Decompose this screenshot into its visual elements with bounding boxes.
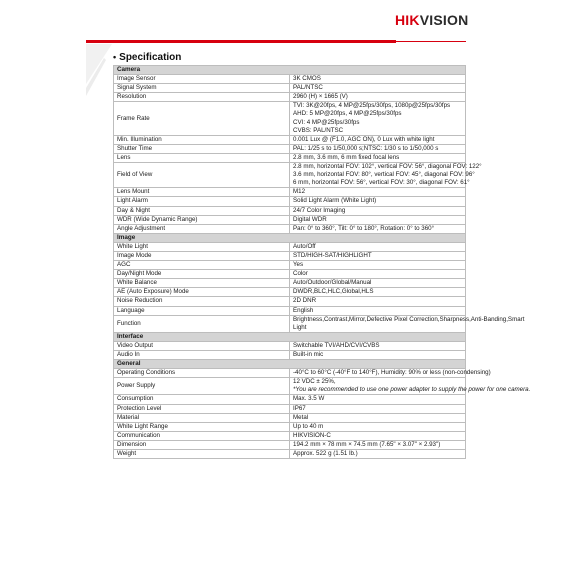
spec-key: AE (Auto Exposure) Mode: [114, 288, 290, 297]
spec-row: [114, 261, 466, 270]
spec-value: [290, 395, 466, 404]
spec-key: Operating Conditions: [114, 369, 290, 378]
spec-key: White Light: [114, 242, 290, 251]
spec-key: Consumption: [114, 395, 290, 404]
spec-value: [290, 135, 466, 144]
spec-value-line: 2.8 mm, horizontal FOV: 102°, vertical FOV: 56°, diagonal FOV: 122°: [293, 163, 482, 171]
spec-value-line: Pan: 0° to 360°, Tilt: 0° to 180°, Rotation: 0° to 360°: [293, 224, 435, 232]
spec-value: [290, 224, 466, 233]
spec-key: Signal System: [114, 84, 290, 93]
spec-value: [290, 279, 466, 288]
spec-value-line: 194.2 mm × 78 mm × 74.5 mm (7.65" × 3.07" × 2.93"): [293, 440, 441, 448]
spec-key: Weight: [114, 450, 290, 459]
spec-value: [290, 369, 491, 378]
spec-value-line: *You are recommended to use one power adapter to supply the power for one camera.: [293, 386, 531, 394]
spec-value-line: AHD: 5 MP@20fps, 4 MP@25fps/30fps: [293, 110, 402, 118]
spec-value-line: English: [293, 306, 314, 314]
spec-row: [114, 197, 466, 206]
spec-table: [113, 65, 531, 459]
spec-value: [290, 153, 466, 162]
spec-key: Shutter Time: [114, 144, 290, 153]
spec-row: [114, 351, 466, 360]
header-red-bar: [86, 40, 396, 43]
spec-row: [114, 413, 466, 422]
spec-value-line: TVI: 3K@20fps, 4 MP@25fps/30fps, 1080p@25fps/30fps: [293, 102, 451, 110]
spec-value: [290, 440, 466, 449]
spec-row: [114, 188, 466, 197]
spec-value-line: PAL: 1/25 s to 1/50,000 s;NTSC: 1/30 s to 1/50,000 s: [293, 144, 439, 152]
spec-value: [290, 288, 466, 297]
spec-value: [290, 306, 466, 315]
spec-value: [290, 378, 531, 395]
spec-value-line: Brightness,Contrast,Mirror,Defective Pixel Correction,Sharpness,Anti-Banding,Smart: [293, 315, 525, 323]
spec-row: [114, 279, 466, 288]
spec-value-line: Color: [293, 270, 308, 278]
spec-key: Lens Mount: [114, 188, 290, 197]
spec-value-line: 3K CMOS: [293, 75, 321, 83]
spec-key: Image Sensor: [114, 75, 290, 84]
spec-row: [114, 315, 466, 332]
spec-value: [290, 197, 466, 206]
spec-row: [114, 206, 466, 215]
spec-key: Image Mode: [114, 251, 290, 260]
spec-row: [114, 84, 466, 93]
spec-key: WDR (Wide Dynamic Range): [114, 215, 290, 224]
section-title: Camera: [114, 66, 466, 75]
spec-value-line: 0.001 Lux @ (F1.0, AGC ON), 0 Lux with white light: [293, 135, 435, 143]
spec-value: [290, 341, 466, 350]
spec-row: [114, 288, 466, 297]
spec-value-line: Up to 40 m: [293, 422, 324, 430]
spec-value-line: DWDR,BLC,HLC,Global,HLS: [293, 288, 374, 296]
spec-key: Audio In: [114, 351, 290, 360]
spec-key: Resolution: [114, 93, 290, 102]
spec-value-line: CVBS: PAL/NTSC: [293, 126, 344, 134]
spec-value-line: 3.6 mm, horizontal FOV: 80°, vertical FOV: 45°, diagonal FOV: 96°: [293, 171, 475, 179]
page-title: • Specification: [113, 52, 182, 63]
logo-suffix: VISION: [419, 12, 469, 28]
spec-value-line: 2.8 mm, 3.6 mm, 6 mm fixed focal lens: [293, 153, 400, 161]
spec-value: [290, 75, 466, 84]
spec-value-line: Solid Light Alarm (White Light): [293, 197, 377, 205]
spec-row: [114, 144, 466, 153]
spec-row: [114, 404, 466, 413]
spec-row: [114, 297, 466, 306]
spec-value-line: Approx. 522 g (1.51 lb.): [293, 450, 358, 458]
spec-row: [114, 75, 466, 84]
decorative-stripes: [86, 44, 116, 124]
spec-key: Light Alarm: [114, 197, 290, 206]
spec-value: [290, 84, 466, 93]
spec-value: [290, 144, 466, 153]
spec-value: [290, 413, 466, 422]
spec-value-line: 2960 (H) × 1665 (V): [293, 93, 348, 101]
spec-key: Protection Level: [114, 404, 290, 413]
spec-row: [114, 242, 466, 251]
spec-key: Language: [114, 306, 290, 315]
spec-row: [114, 163, 466, 188]
hikvision-logo: [395, 12, 468, 28]
spec-key: White Balance: [114, 279, 290, 288]
spec-value-line: Auto/Off: [293, 242, 316, 250]
spec-value-line: STD/HIGH-SAT/HIGHLIGHT: [293, 251, 372, 259]
section-header-row: [114, 233, 466, 242]
spec-key: Day/Night Mode: [114, 270, 290, 279]
spec-key: Video Output: [114, 341, 290, 350]
section-title: General: [114, 360, 466, 369]
spec-row: [114, 369, 466, 378]
spec-value: [290, 315, 525, 332]
spec-row: [114, 395, 466, 404]
spec-value-line: -40°C to 60°C (-40°F to 140°F), Humidity: 90% or less (non-condensing): [293, 369, 491, 377]
spec-row: [114, 270, 466, 279]
spec-value-line: PAL/NTSC: [293, 84, 323, 92]
spec-row: [114, 153, 466, 162]
spec-row: [114, 431, 466, 440]
spec-value-line: Auto/Outdoor/Global/Manual: [293, 279, 372, 287]
spec-key: Material: [114, 413, 290, 422]
spec-key: Day & Night: [114, 206, 290, 215]
page-title-text: Specification: [119, 52, 182, 63]
spec-row: [114, 215, 466, 224]
spec-value-line: Built-in mic: [293, 351, 324, 358]
logo-prefix: HIK: [395, 12, 420, 28]
section-title: Image: [114, 233, 466, 242]
spec-value-line: 2D DNR: [293, 297, 317, 305]
spec-row: [114, 224, 466, 233]
spec-key: Lens: [114, 153, 290, 162]
spec-key: AGC: [114, 261, 290, 270]
spec-value-line: Switchable TVI/AHD/CVI/CVBS: [293, 341, 380, 349]
spec-key: Communication: [114, 431, 290, 440]
spec-value: [290, 215, 466, 224]
spec-value-line: CVI: 4 MP@25fps/30fps: [293, 118, 360, 126]
spec-value-line: Light: [293, 323, 307, 331]
section-header-row: [114, 360, 466, 369]
spec-value-line: Digital WDR: [293, 215, 327, 223]
section-header-row: [114, 66, 466, 75]
spec-key: White Light Range: [114, 422, 290, 431]
spec-value: [290, 261, 466, 270]
spec-value: [290, 270, 466, 279]
spec-row: [114, 450, 466, 459]
spec-row: [114, 440, 466, 449]
spec-key: Power Supply: [114, 378, 290, 395]
spec-key: Min. Illumination: [114, 135, 290, 144]
spec-value: [290, 431, 466, 440]
spec-value-line: 12 VDC ± 25%,: [293, 378, 336, 386]
spec-row: [114, 422, 466, 431]
spec-row: [114, 306, 466, 315]
spec-row: [114, 341, 466, 350]
spec-value-line: Max. 3.5 W: [293, 395, 325, 403]
spec-value: [290, 206, 466, 215]
spec-value-line: Yes: [293, 261, 304, 269]
spec-row: [114, 135, 466, 144]
spec-value: [290, 351, 466, 360]
spec-table-body: [114, 66, 531, 459]
spec-value: [290, 242, 466, 251]
spec-key: Noise Reduction: [114, 297, 290, 306]
spec-value: [290, 93, 466, 102]
spec-row: [114, 251, 466, 260]
spec-value-line: HIKVISION-C: [293, 431, 331, 439]
header-red-line: [396, 41, 466, 42]
spec-row: [114, 378, 466, 395]
spec-value: [290, 450, 466, 459]
spec-value: [290, 188, 466, 197]
spec-key: Function: [114, 315, 290, 332]
spec-key: Dimension: [114, 440, 290, 449]
spec-value: [290, 102, 466, 135]
spec-row: [114, 102, 466, 135]
spec-key: Field of View: [114, 163, 290, 188]
section-header-row: [114, 332, 466, 341]
spec-value: [290, 251, 466, 260]
spec-value-line: 6 mm, horizontal FOV: 56°, vertical FOV: 30°, diagonal FOV: 61°: [293, 179, 470, 187]
spec-value-line: IP67: [293, 404, 306, 412]
spec-key: Angle Adjustment: [114, 224, 290, 233]
spec-value: [290, 297, 466, 306]
spec-value: [290, 422, 466, 431]
spec-value-line: M12: [293, 188, 306, 196]
section-title: Interface: [114, 332, 466, 341]
spec-value-line: Metal: [293, 413, 309, 421]
spec-value: [290, 163, 482, 188]
spec-row: [114, 93, 466, 102]
spec-value-line: 24/7 Color Imaging: [293, 206, 346, 214]
spec-value: [290, 404, 466, 413]
spec-key: Frame Rate: [114, 102, 290, 135]
